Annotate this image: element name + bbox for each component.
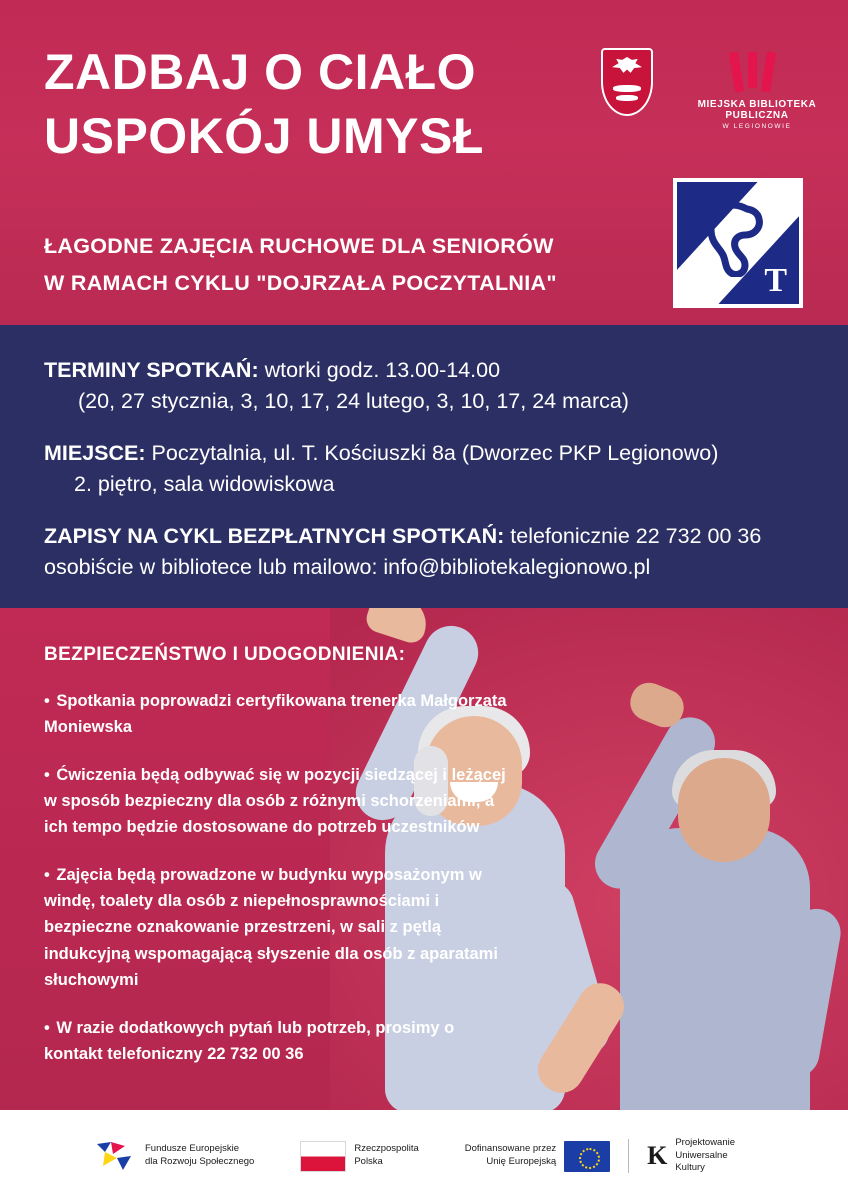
- terms-label: TERMINY SPOTKAŃ:: [44, 358, 259, 382]
- safety-item-text: Spotkania poprowadzi certyfikowana trenerka Małgorzata Moniewska: [44, 692, 507, 737]
- footer-logos-bar: [0, 1110, 848, 1200]
- headline-line-2: USPOKÓJ UMYSŁ: [44, 108, 484, 164]
- terms-value: wtorki godz. 13.00-14.00: [258, 358, 501, 382]
- bullet-icon: •: [44, 766, 50, 785]
- safety-band: [0, 608, 848, 1110]
- signup-label: ZAPISY NA CYKL BEZPŁATNYCH SPOTKAŃ:: [44, 524, 505, 549]
- eu-flag-icon: [564, 1141, 610, 1172]
- republic-text: [354, 1143, 418, 1169]
- safety-item: [44, 762, 514, 840]
- headline-line-1: ZADBAJ O CIAŁO: [44, 44, 476, 100]
- safety-item: [44, 688, 514, 740]
- universal-design-logo: [647, 1137, 735, 1175]
- place-label: MIEJSCE:: [44, 441, 146, 466]
- place-paragraph: [44, 438, 814, 499]
- universal-design-text: [675, 1137, 735, 1175]
- signup-value: telefonicznie 22 732 00 36: [504, 524, 762, 549]
- subtitle: [44, 228, 654, 302]
- european-funds-icon: [95, 1140, 137, 1173]
- signup-detail: osobiście w bibliotece lub mailowo: info@bibliotekalegionowo.pl: [44, 554, 651, 579]
- wave-shape-1: [613, 85, 641, 92]
- republic-logo: [300, 1141, 418, 1172]
- library-name: MIEJSKA BIBLIOTEKA PUBLICZNA: [697, 99, 817, 121]
- bullet-icon: •: [44, 866, 50, 885]
- funds-line-1: Fundusze Europejskie: [145, 1143, 239, 1155]
- safety-title: BEZPIECZEŃSTWO I UDOGODNIENIA:: [44, 644, 406, 665]
- coat-of-arms-icon: [601, 48, 653, 116]
- library-city: W LEGIONOWIE: [722, 123, 792, 130]
- ud-line-1: Projektowanie: [675, 1136, 736, 1148]
- eu-text: [465, 1143, 556, 1169]
- eu-funding-logo: [465, 1141, 610, 1172]
- safety-item-text: Zajęcia będą prowadzone w budynku wyposażonym w windę, toalety dla osób z niepełnosprawnościami i bezpieczne oznakowanie przestrzeni, w sali z pętlą indukcyjną wspomagającą słyszenie dla osób z aparatami słuchowymi: [44, 866, 498, 989]
- book-mark-2: [748, 52, 757, 88]
- book-mark-3: [761, 52, 776, 93]
- ud-line-2: Uniwersalne: [675, 1149, 728, 1161]
- eu-stars-ring: [579, 1148, 600, 1169]
- k-mark-icon: K: [647, 1141, 668, 1170]
- safety-info: [44, 644, 514, 1089]
- man-head: [678, 758, 770, 862]
- eu-line-2: Unię Europejską: [486, 1156, 557, 1167]
- hearing-loop-icon: [673, 178, 803, 308]
- ear-icon: [703, 201, 765, 277]
- republic-line-1: Rzeczpospolita: [354, 1143, 419, 1155]
- book-mark-1: [729, 52, 744, 93]
- place-value: Poczytalnia, ul. T. Kościuszki 8a (Dworzec PKP Legionowo): [145, 441, 719, 466]
- book-marks-icon: [682, 52, 832, 96]
- subtitle-line-1: ŁAGODNE ZAJĘCIA RUCHOWE DLA SENIORÓW: [44, 234, 554, 258]
- footer-divider: [628, 1139, 629, 1173]
- bullet-icon: •: [44, 1018, 50, 1037]
- poland-flag-icon: [300, 1141, 346, 1172]
- wave-shape-2: [616, 95, 638, 101]
- info-band: [0, 325, 848, 608]
- safety-item-text: Ćwiczenia będą odbywać się w pozycji siedzącej i leżącej w sposób bezpieczny dla osób z różnymi schorzeniami, a ich tempo będzie dostosowane do potrzeb uczestników: [44, 766, 506, 837]
- signup-paragraph: [44, 521, 814, 582]
- safety-item-text: W razie dodatkowych pytań lub potrzeb, prosimy o kontakt telefoniczny 22 732 00 36: [44, 1018, 455, 1063]
- safety-item: [44, 1015, 514, 1067]
- bullet-icon: •: [44, 692, 50, 710]
- funds-text: [145, 1143, 254, 1169]
- safety-item: [44, 862, 514, 992]
- terms-dates: (20, 27 stycznia, 3, 10, 17, 24 lutego, 3, 10, 17, 24 marca): [78, 388, 629, 413]
- terms-paragraph: [44, 355, 814, 416]
- header-band: [0, 0, 848, 325]
- funds-line-2: dla Rozwoju Społecznego: [145, 1156, 255, 1167]
- funds-logo: [95, 1140, 254, 1173]
- place-detail: 2. piętro, sala widowiskowa: [74, 471, 335, 496]
- subtitle-line-2: W RAMACH CYKLU "DOJRZAŁA POCZYTALNIA": [44, 270, 557, 295]
- ud-line-3: Kultury: [675, 1162, 705, 1174]
- page-title: [44, 40, 624, 168]
- hearing-loop-letter: T: [764, 262, 787, 299]
- eu-line-1: Dofinansowane przez: [464, 1143, 557, 1155]
- library-logo: [682, 52, 832, 130]
- republic-line-2: Polska: [354, 1156, 383, 1167]
- info-block: [44, 355, 814, 602]
